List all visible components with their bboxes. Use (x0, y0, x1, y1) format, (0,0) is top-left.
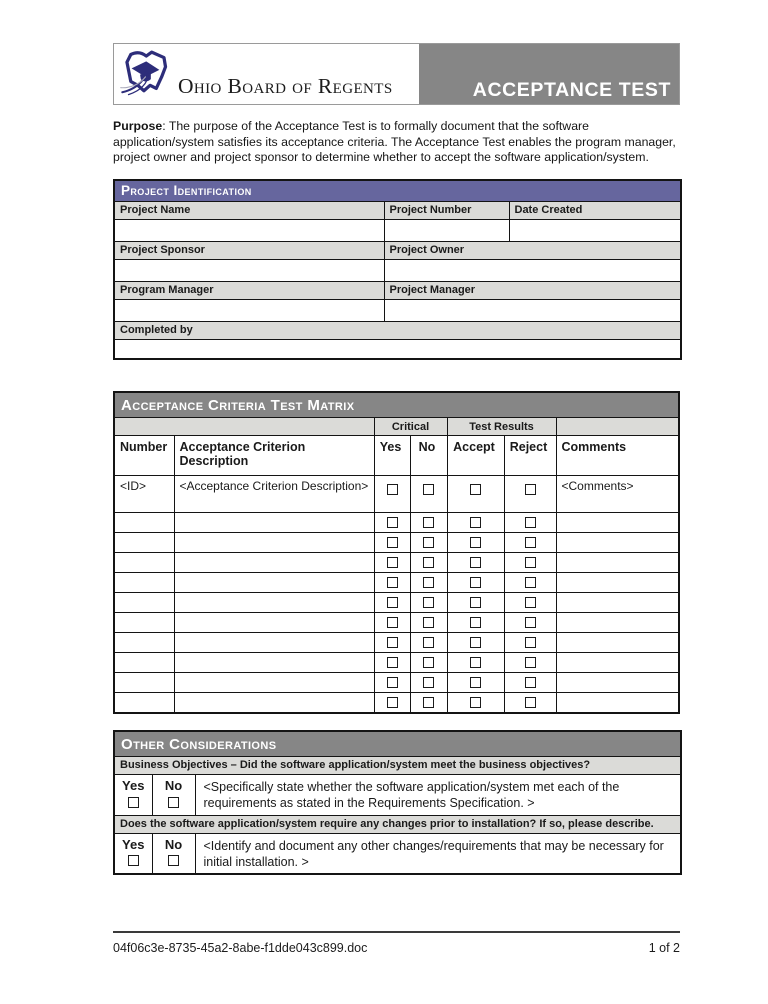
column-header-comments: Comments (556, 436, 679, 476)
reject-checkbox[interactable] (525, 557, 536, 568)
reject-checkbox[interactable] (525, 597, 536, 608)
criterion-description-cell[interactable] (174, 633, 374, 653)
critical-no-checkbox[interactable] (423, 577, 434, 588)
page-footer (113, 931, 680, 955)
criterion-id-cell[interactable] (114, 613, 174, 633)
criterion-comments-cell[interactable] (556, 653, 679, 673)
matrix-empty-row (114, 613, 679, 633)
accept-checkbox[interactable] (470, 677, 481, 688)
matrix-subheader-blank-right (556, 418, 679, 436)
critical-no-checkbox[interactable] (423, 617, 434, 628)
matrix-empty-row (114, 573, 679, 593)
project-name-label: Project Name (114, 201, 384, 219)
criterion-id-cell[interactable] (114, 673, 174, 693)
critical-group-header: Critical (374, 418, 447, 436)
criterion-description-cell[interactable] (174, 533, 374, 553)
criterion-description-cell[interactable]: <Acceptance Criterion Description> (174, 476, 374, 513)
criterion-comments-cell[interactable] (556, 633, 679, 653)
critical-yes-checkbox[interactable] (387, 517, 398, 528)
project-identification-title-bar: Project Identification (114, 180, 681, 202)
reject-checkbox[interactable] (525, 677, 536, 688)
criterion-comments-cell[interactable] (556, 693, 679, 713)
critical-yes-checkbox[interactable] (387, 677, 398, 688)
business-objectives-yes-cell (114, 774, 152, 815)
project-number-label: Project Number (384, 201, 509, 219)
criterion-description-cell[interactable] (174, 593, 374, 613)
purpose-paragraph (113, 119, 680, 166)
criterion-id-cell[interactable] (114, 593, 174, 613)
column-header-reject: Reject (504, 436, 556, 476)
date-created-input-cell[interactable] (509, 219, 681, 241)
document-header (113, 43, 680, 105)
project-sponsor-input-cell[interactable] (114, 259, 384, 281)
critical-no-checkbox[interactable] (423, 597, 434, 608)
criterion-comments-cell[interactable] (556, 513, 679, 533)
criterion-id-cell[interactable] (114, 573, 174, 593)
no-label: No (164, 778, 183, 794)
program-manager-input-cell[interactable] (114, 299, 384, 321)
critical-yes-checkbox[interactable] (387, 637, 398, 648)
reject-checkbox[interactable] (525, 484, 536, 495)
reject-checkbox[interactable] (525, 637, 536, 648)
business-objectives-yes-checkbox[interactable] (128, 797, 139, 808)
criterion-description-cell[interactable] (174, 673, 374, 693)
matrix-empty-row (114, 673, 679, 693)
org-name: Ohio Board of Regents (178, 73, 393, 98)
criterion-comments-cell[interactable]: <Comments> (556, 476, 679, 513)
yes-label: Yes (122, 778, 145, 794)
reject-checkbox[interactable] (525, 617, 536, 628)
critical-no-checkbox[interactable] (423, 537, 434, 548)
criterion-id-cell[interactable] (114, 633, 174, 653)
critical-yes-checkbox[interactable] (387, 597, 398, 608)
criterion-id-cell[interactable] (114, 553, 174, 573)
critical-yes-checkbox[interactable] (387, 617, 398, 628)
changes-no-cell (152, 833, 195, 874)
project-owner-input-cell[interactable] (384, 259, 681, 281)
accept-checkbox[interactable] (470, 557, 481, 568)
matrix-placeholder-row (114, 476, 679, 513)
completed-by-input-cell[interactable] (114, 339, 681, 359)
project-name-input-cell[interactable] (114, 219, 384, 241)
purpose-text: : The purpose of the Acceptance Test is to formally document that the software application/system satisfies its acceptance criteria. The Acceptance Test enables the program manager, project owner and project sponsor to determine whether to accept the software application/system. (113, 119, 676, 165)
critical-no-checkbox[interactable] (423, 637, 434, 648)
changes-question: Does the software application/system require any changes prior to installation? If so, please describe. (114, 815, 681, 833)
column-header-critical-yes: Yes (374, 436, 410, 476)
footer-page-number: 1 of 2 (648, 941, 680, 955)
criterion-description-cell[interactable] (174, 653, 374, 673)
critical-yes-checkbox[interactable] (387, 484, 398, 495)
column-header-critical-no: No (410, 436, 447, 476)
accept-checkbox[interactable] (470, 657, 481, 668)
no-label: No (164, 837, 183, 853)
yes-label: Yes (122, 837, 145, 853)
criterion-description-cell[interactable] (174, 613, 374, 633)
criterion-description-cell[interactable] (174, 693, 374, 713)
criterion-comments-cell[interactable] (556, 673, 679, 693)
critical-yes-checkbox[interactable] (387, 697, 398, 708)
column-header-number: Number (114, 436, 174, 476)
critical-no-checkbox[interactable] (423, 697, 434, 708)
reject-checkbox[interactable] (525, 517, 536, 528)
ohio-board-of-regents-logo-icon (120, 46, 174, 100)
matrix-table (113, 391, 680, 714)
accept-checkbox[interactable] (470, 577, 481, 588)
accept-checkbox[interactable] (470, 517, 481, 528)
doc-title: ACCEPTANCE TEST (472, 78, 671, 101)
critical-no-checkbox[interactable] (423, 517, 434, 528)
business-objectives-no-checkbox[interactable] (168, 797, 179, 808)
matrix-empty-row (114, 653, 679, 673)
matrix-empty-row (114, 533, 679, 553)
project-owner-label: Project Owner (384, 241, 681, 259)
changes-yes-checkbox[interactable] (128, 855, 139, 866)
matrix-title-bar: Acceptance Criteria Test Matrix (114, 392, 679, 418)
critical-no-checkbox[interactable] (423, 484, 434, 495)
criterion-comments-cell[interactable] (556, 593, 679, 613)
criterion-id-cell[interactable] (114, 513, 174, 533)
business-objectives-no-cell (152, 774, 195, 815)
date-created-label: Date Created (509, 201, 681, 219)
reject-checkbox[interactable] (525, 657, 536, 668)
critical-yes-checkbox[interactable] (387, 537, 398, 548)
changes-answer-cell[interactable]: <Identify and document any other changes/requirements that may be necessary for initial installation. > (195, 833, 681, 874)
logo-box (114, 44, 419, 104)
criterion-description-cell[interactable] (174, 573, 374, 593)
purpose-label: Purpose (113, 119, 163, 133)
critical-no-checkbox[interactable] (423, 657, 434, 668)
column-header-description: Acceptance Criterion Description (174, 436, 374, 476)
criterion-comments-cell[interactable] (556, 613, 679, 633)
changes-no-checkbox[interactable] (168, 855, 179, 866)
critical-no-checkbox[interactable] (423, 557, 434, 568)
criterion-id-cell[interactable] (114, 693, 174, 713)
matrix-empty-row (114, 553, 679, 573)
matrix-empty-row (114, 593, 679, 613)
critical-yes-checkbox[interactable] (387, 557, 398, 568)
program-manager-label: Program Manager (114, 281, 384, 299)
column-header-accept: Accept (447, 436, 504, 476)
accept-checkbox[interactable] (470, 537, 481, 548)
other-considerations-table (113, 730, 682, 876)
business-objectives-answer-cell[interactable]: <Specifically state whether the software application/system met each of the requirements as stated in the Requirements Specification. > (195, 774, 681, 815)
doc-title-box (419, 44, 679, 104)
accept-checkbox[interactable] (470, 597, 481, 608)
criterion-comments-cell[interactable] (556, 573, 679, 593)
completed-by-label: Completed by (114, 321, 681, 339)
accept-checkbox[interactable] (470, 484, 481, 495)
matrix-empty-row (114, 693, 679, 713)
matrix-subheader-blank-left (114, 418, 374, 436)
business-objectives-question: Business Objectives – Did the software application/system meet the business objectives? (114, 756, 681, 774)
accept-checkbox[interactable] (470, 617, 481, 628)
project-number-input-cell[interactable] (384, 219, 509, 241)
other-considerations-title-bar: Other Considerations (114, 731, 681, 757)
reject-checkbox[interactable] (525, 577, 536, 588)
changes-yes-cell (114, 833, 152, 874)
matrix-empty-row (114, 633, 679, 653)
reject-checkbox[interactable] (525, 537, 536, 548)
matrix-empty-row (114, 513, 679, 533)
critical-yes-checkbox[interactable] (387, 657, 398, 668)
criterion-description-cell[interactable] (174, 513, 374, 533)
project-sponsor-label: Project Sponsor (114, 241, 384, 259)
criterion-id-cell[interactable] (114, 533, 174, 553)
criterion-description-cell[interactable] (174, 553, 374, 573)
test-results-group-header: Test Results (447, 418, 556, 436)
footer-filename: 04f06c3e-8735-45a2-8abe-f1dde043c899.doc (113, 941, 368, 955)
project-manager-input-cell[interactable] (384, 299, 681, 321)
accept-checkbox[interactable] (470, 637, 481, 648)
criterion-id-cell[interactable]: <ID> (114, 476, 174, 513)
accept-checkbox[interactable] (470, 697, 481, 708)
critical-no-checkbox[interactable] (423, 677, 434, 688)
criterion-comments-cell[interactable] (556, 533, 679, 553)
critical-yes-checkbox[interactable] (387, 577, 398, 588)
project-identification-table (113, 179, 682, 361)
criterion-comments-cell[interactable] (556, 553, 679, 573)
reject-checkbox[interactable] (525, 697, 536, 708)
criterion-id-cell[interactable] (114, 653, 174, 673)
project-manager-label: Project Manager (384, 281, 681, 299)
